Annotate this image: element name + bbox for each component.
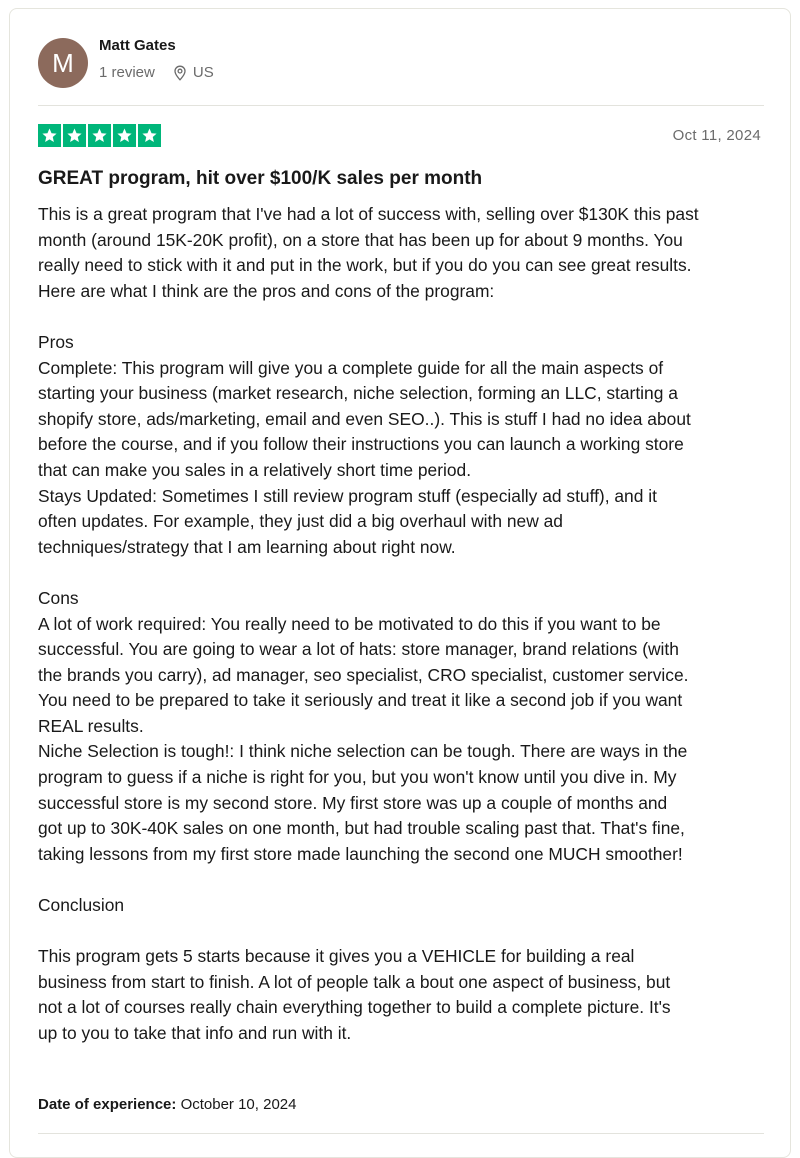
review-line: before the course, and if you follow their instructions you can launch a working store — [38, 434, 684, 455]
review-line: starting your business (market research, niche selection, forming an LLC, starting a — [38, 383, 678, 404]
reviewer-name[interactable]: Matt Gates — [99, 37, 176, 54]
review-line: This program gets 5 starts because it gives you a VEHICLE for building a real — [38, 946, 635, 967]
review-line — [38, 867, 773, 893]
star-icon — [63, 124, 86, 147]
review-line: successful. You are going to wear a lot of hats: store manager, brand relations (with — [38, 639, 679, 660]
review-line — [38, 919, 773, 945]
star-rating — [38, 124, 161, 147]
review-line: Cons — [38, 587, 79, 608]
star-icon — [113, 124, 136, 147]
star-icon — [88, 124, 111, 147]
review-line — [38, 304, 773, 330]
review-line: taking lessons from my first store made launching the second one MUCH smoother! — [38, 843, 683, 864]
review-card — [9, 8, 791, 1158]
review-line: A lot of work required: You really need to be motivated to do this if you want to be — [38, 613, 661, 634]
review-line — [38, 560, 773, 586]
reviewer-meta — [99, 64, 214, 81]
review-line: You need to be prepared to take it seriously and treat it like a second job if you want — [38, 690, 683, 711]
review-line: up to you to take that info and run with it. — [38, 1023, 352, 1043]
review-line: Here are what I think are the pros and cons of the program: — [38, 280, 495, 301]
header-divider — [38, 105, 764, 106]
review-line: business from start to finish. A lot of people talk a bout one aspect of business, but — [38, 971, 671, 992]
star-icon — [38, 124, 61, 147]
review-line: not a lot of courses really chain everything together to build a complete picture. It's — [38, 997, 671, 1018]
review-body — [38, 202, 773, 1047]
review-line: Stays Updated: Sometimes I still review program stuff (especially ad stuff), and it — [38, 485, 657, 506]
date-of-experience — [38, 1096, 296, 1113]
review-line: techniques/strategy that I am learning about right now. — [38, 536, 456, 557]
location-pin-icon — [173, 65, 187, 81]
review-line: successful store is my second store. My first store was up a couple of months and — [38, 792, 668, 813]
star-icon — [138, 124, 161, 147]
avatar[interactable]: M — [38, 38, 88, 88]
footer-divider — [38, 1133, 764, 1134]
date-of-experience-label: Date of experience: — [38, 1096, 177, 1113]
review-line: often updates. For example, they just did a big overhaul with new ad — [38, 511, 563, 532]
review-line: program to guess if a niche is right for you, but you won't know until you dive in. My — [38, 767, 677, 788]
review-line: REAL results. — [38, 715, 144, 736]
date-of-experience-value: October 10, 2024 — [180, 1096, 297, 1113]
review-line: the brands you carry), ad manager, seo specialist, CRO specialist, customer service. — [38, 664, 689, 685]
review-line: Complete: This program will give you a complete guide for all the main aspects of — [38, 357, 664, 378]
review-count: 1 review — [99, 64, 155, 81]
review-line: shopify store, ads/marketing, email and even SEO..). This is stuff I had no idea about — [38, 408, 691, 429]
review-line: got up to 30K-40K sales on one month, but had trouble scaling past that. That's fine, — [38, 818, 685, 839]
review-line: month (around 15K-20K profit), on a store that has been up for about 9 months. You — [38, 229, 683, 250]
review-line: Niche Selection is tough!: I think niche selection can be tough. There are ways in the — [38, 741, 688, 762]
review-line: Pros — [38, 331, 74, 352]
review-line: that can make you sales in a relatively short time period. — [38, 459, 472, 480]
review-line: This is a great program that I've had a lot of success with, selling over $130K this past — [38, 204, 699, 224]
review-title[interactable]: GREAT program, hit over $100/K sales per month — [38, 168, 483, 189]
review-line: really need to stick with it and put in the work, but if you do you can see great results. — [38, 255, 692, 276]
review-line: Conclusion — [38, 895, 125, 916]
review-date: Oct 11, 2024 — [672, 127, 761, 144]
reviewer-country: US — [192, 64, 214, 81]
